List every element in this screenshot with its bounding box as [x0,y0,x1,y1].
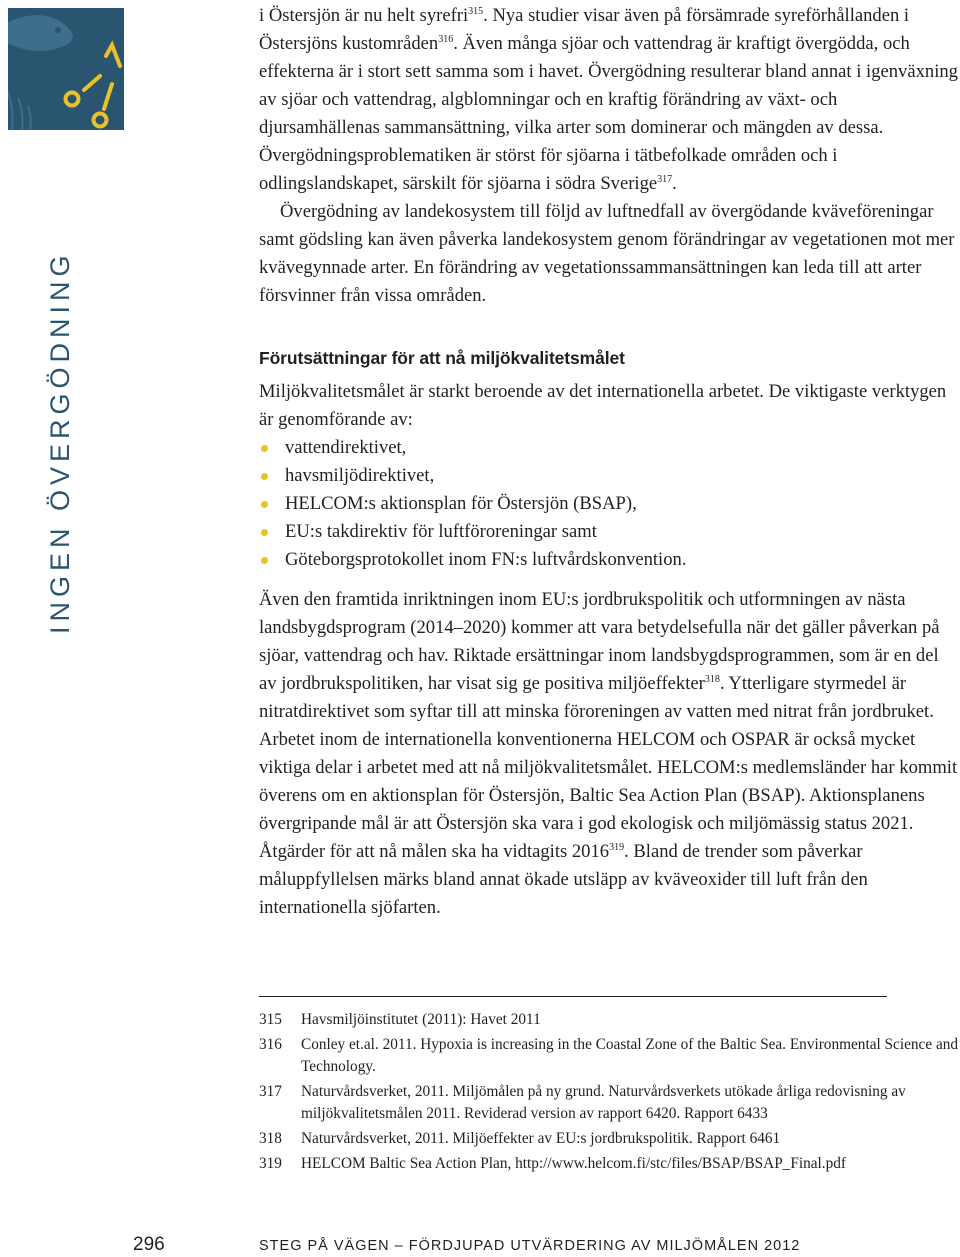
paragraph-3: Miljökvalitetsmålet är starkt beroende av det internationella arbetet. De viktigaste verktygen är genomförande av: [259,381,947,430]
footnote-number: 317 [259,1083,282,1100]
footnote [259,1034,959,1078]
list-item-text: havsmiljödirektivet, [285,465,435,486]
list-item-text: Göteborgsprotokollet inom FN:s luftvårdskonvention. [285,549,687,570]
footnote-number: 318 [259,1130,282,1147]
list-item [259,490,959,518]
paragraph-1 [259,2,959,198]
tools-list [259,434,959,574]
footnote-number: 319 [259,1155,282,1172]
bullet-icon [261,445,268,452]
main-text [259,2,959,922]
sidebar-title-text: INGEN ÖVERGÖDNING [45,250,75,634]
footnote-text: Conley et.al. 2011. Hypoxia is increasing in the Coastal Zone of the Baltic Sea. Environmental Science and Technology. [301,1036,959,1075]
paragraph-2: Övergödning av landekosystem till följd av luftnedfall av övergödande kväveföreningar samt gödsling kan även påverka landekosystem genom förändringar av vegetationen mot mer kvävegynnade arter. En förändring av vegetationssammansättningen kan leda till att arter försvinner från vissa områden. [259,201,955,306]
bullet-icon [261,529,268,536]
paragraph-4 [259,586,959,922]
fish-logo-icon [8,8,124,130]
section-heading: Förutsättningar för att nå miljökvalitetsmålet [259,348,625,368]
bullet-icon [261,473,268,480]
footnote [259,1128,959,1150]
footnote-ref: 317 [657,174,673,185]
text-run: i Östersjön är nu helt syrefri [259,5,469,26]
list-item [259,434,959,462]
list-item-text: vattendirektivet, [285,437,407,458]
footnote-text: Havsmiljöinstitutet (2011): Havet 2011 [301,1011,541,1028]
list-item-text: EU:s takdirektiv för luftföroreningar samt [285,521,597,542]
footnote-number: 315 [259,1011,282,1028]
footnote [259,1153,959,1175]
footnote-ref: 315 [468,6,484,17]
text-run: . Även många sjöar och vattendrag är kraftigt övergödda, och effekterna är i stort sett samma som i havet. Övergödning resulterar bland annat i igenväxning av sjöar och vattendrag, algblomningar och en kraftig förändring av växt- och djursamhällenas sammansättning, vilka arter som dominerar och mängden av dessa. Övergödningsproblematiken är störst för sjöarna i tätbefolkade områden och i odlingslandskapet, särskilt för sjöarna i södra Sverige [259,33,958,194]
footnote [259,1081,959,1125]
bullet-icon [261,557,268,564]
footnote-text: Naturvårdsverket, 2011. Miljöeffekter av EU:s jordbrukspolitik. Rapport 6461 [301,1130,781,1147]
footnote-text: Naturvårdsverket, 2011. Miljömålen på ny grund. Naturvårdsverkets utökade årliga redovisning av miljökvalitetsmålen 2011. Reviderad version av rapport 6420. Rapport 6433 [301,1083,906,1122]
footnote-ref: 318 [704,674,720,685]
footnote-text: HELCOM Baltic Sea Action Plan, http://www.helcom.fi/stc/files/BSAP/BSAP_Final.pdf [301,1155,847,1172]
footnotes [259,996,959,1178]
list-item-text: HELCOM:s aktionsplan för Östersjön (BSAP), [285,493,637,514]
footnote-ref: 316 [438,34,454,45]
text-run: . Bland de trender som påverkar måluppfyllelsen märks bland annat ökade utsläpp av kväveoxider till luft från den internationella sjöfarten. [259,841,868,918]
fish-logo-graphic [8,8,124,130]
footnote-ref: 319 [609,842,625,853]
text-run: . [672,173,677,194]
footnote-number: 316 [259,1036,282,1053]
text-run: . Ytterligare styrmedel är nitratdirektivet som syftar till att minska föroreningen av vatten med nitrat från jordbruket. Arbetet inom de internationella konventionerna HELCOM och OSPAR är också mycket viktiga delar i arbetet med att nå miljökvalitetsmålet. HELCOM:s medlemsländer har kommit överens om en aktionsplan för Östersjön, Baltic Sea Action Plan (BSAP). Aktionsplanens övergripande mål är att Östersjön ska vara i god ekologisk och miljömässig status 2021. Åtgärder för att nå målen ska ha vidtagits 2016 [259,673,958,862]
list-item [259,518,959,546]
running-footer: STEG PÅ VÄGEN – FÖRDJUPAD UTVÄRDERING AV MILJÖMÅLEN 2012 [259,1238,801,1254]
text-run: Även den framtida inriktningen inom EU:s jordbrukspolitik och utformningen av nästa landsbygdsprogram (2014–2020) kommer att vara betydelsefulla när det gäller påverkan på sjöar, vattendrag och hav. Riktade ersättningar inom landsbygdsprogrammen, som är en del av jordbrukspolitiken, har visat sig ge positiva miljöeffekter [259,589,940,694]
text-run: . Nya studier visar även på försämrade syreförhållanden i Östersjöns kustområden [259,5,910,54]
footnote [259,1009,959,1031]
footnote-divider [259,996,887,997]
list-item [259,546,959,574]
bullet-icon [261,501,268,508]
list-item [259,462,959,490]
page-number: 296 [133,1234,165,1255]
